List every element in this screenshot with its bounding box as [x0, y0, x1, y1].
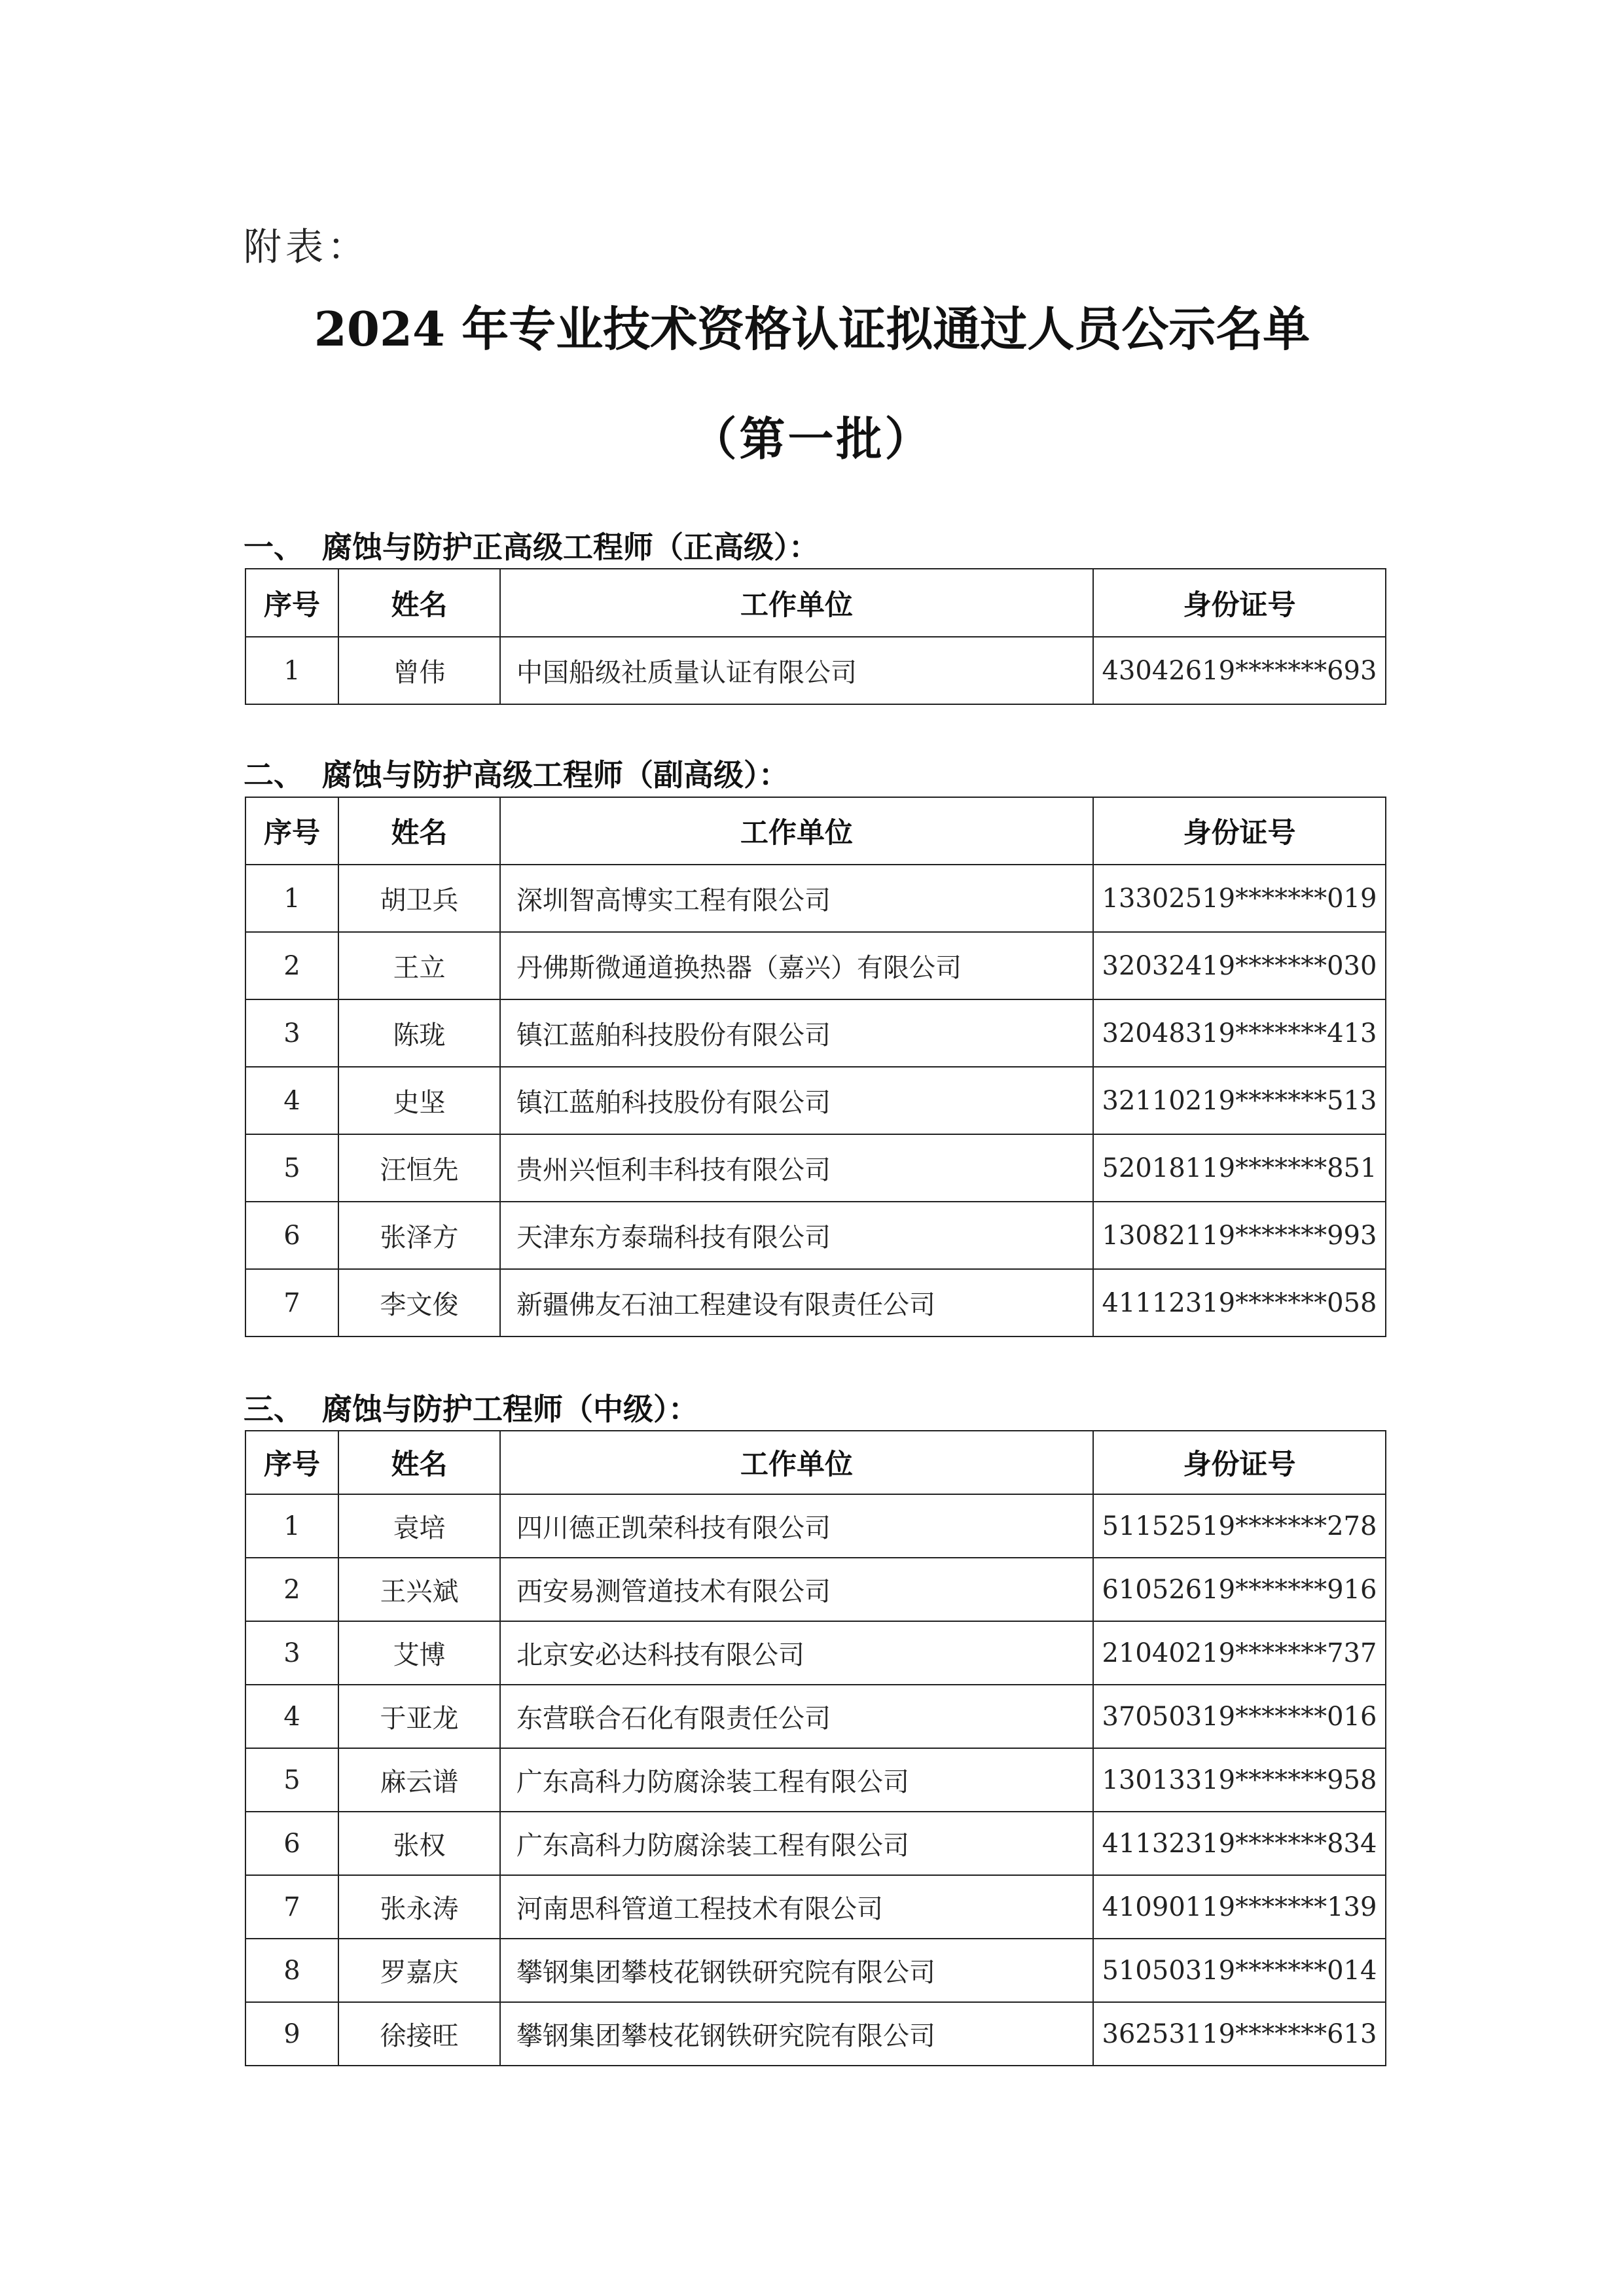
- cell-org: 镇江蓝舶科技股份有限公司: [500, 999, 1093, 1067]
- document-subtitle: （第一批）: [691, 412, 933, 466]
- cell-org: 四川德正凯荣科技有限公司: [500, 1494, 1093, 1558]
- cell-name: 于亚龙: [338, 1685, 500, 1748]
- cell-id: 13013319*******958: [1093, 1748, 1386, 1812]
- cell-id: 32048319*******413: [1093, 999, 1386, 1067]
- table-row: [245, 637, 1386, 704]
- table-row: [245, 1812, 1386, 1875]
- cell-name: 陈珑: [338, 999, 500, 1067]
- roster-table-3: [245, 1430, 1386, 2066]
- header-id: 身份证号: [1093, 1431, 1386, 1494]
- cell-id: 43042619*******693: [1093, 637, 1386, 704]
- section-number: 三、: [244, 1391, 304, 1427]
- cell-org: 东营联合石化有限责任公司: [500, 1685, 1093, 1748]
- cell-name: 张永涛: [338, 1875, 500, 1939]
- cell-id: 51152519*******278: [1093, 1494, 1386, 1558]
- table-row: [245, 1202, 1386, 1269]
- cell-org: 河南思科管道工程技术有限公司: [500, 1875, 1093, 1939]
- cell-name: 徐接旺: [338, 2002, 500, 2066]
- cell-no: 2: [245, 1558, 338, 1621]
- table-row: [245, 1939, 1386, 2002]
- table-row: [245, 1748, 1386, 1812]
- cell-no: 1: [245, 865, 338, 932]
- cell-name: 胡卫兵: [338, 865, 500, 932]
- table-row: [245, 1494, 1386, 1558]
- table-row: [245, 1067, 1386, 1134]
- table-row: [245, 1685, 1386, 1748]
- header-id: 身份证号: [1093, 797, 1386, 865]
- cell-no: 5: [245, 1748, 338, 1812]
- section-heading-1: [244, 524, 819, 567]
- cell-org: 深圳智高博实工程有限公司: [500, 865, 1093, 932]
- cell-org: 镇江蓝舶科技股份有限公司: [500, 1067, 1093, 1134]
- cell-org: 西安易测管道技术有限公司: [500, 1558, 1093, 1621]
- cell-id: 41090119*******139: [1093, 1875, 1386, 1939]
- cell-name: 李文俊: [338, 1269, 500, 1336]
- cell-org: 北京安必达科技有限公司: [500, 1621, 1093, 1685]
- annex-label: 附表：: [244, 224, 370, 269]
- cell-name: 史坚: [338, 1067, 500, 1134]
- cell-id: 41132319*******834: [1093, 1812, 1386, 1875]
- table-row: [245, 2002, 1386, 2066]
- cell-no: 3: [245, 999, 338, 1067]
- cell-org: 中国船级社质量认证有限公司: [500, 637, 1093, 704]
- cell-no: 5: [245, 1134, 338, 1202]
- section-number: 二、: [244, 757, 304, 793]
- cell-name: 袁培: [338, 1494, 500, 1558]
- table-header-row: [245, 797, 1386, 865]
- cell-org: 新疆佛友石油工程建设有限责任公司: [500, 1269, 1093, 1336]
- cell-no: 3: [245, 1621, 338, 1685]
- header-no: 序号: [245, 1431, 338, 1494]
- table-row: [245, 999, 1386, 1067]
- header-org: 工作单位: [500, 797, 1093, 865]
- cell-no: 4: [245, 1067, 338, 1134]
- section-title: 腐蚀与防护工程师（中级）：: [322, 1391, 698, 1427]
- header-name: 姓名: [338, 797, 500, 865]
- cell-id: 37050319*******016: [1093, 1685, 1386, 1748]
- section-title: 腐蚀与防护高级工程师（副高级）：: [322, 757, 789, 793]
- cell-name: 张泽方: [338, 1202, 500, 1269]
- cell-no: 1: [245, 637, 338, 704]
- cell-name: 麻云谱: [338, 1748, 500, 1812]
- table-row: [245, 865, 1386, 932]
- header-org: 工作单位: [500, 1431, 1093, 1494]
- cell-org: 广东高科力防腐涂装工程有限公司: [500, 1748, 1093, 1812]
- document-title: 2024 年专业技术资格认证拟通过人员公示名单: [314, 301, 1310, 357]
- cell-org: 攀钢集团攀枝花钢铁研究院有限公司: [500, 2002, 1093, 2066]
- cell-id: 61052619*******916: [1093, 1558, 1386, 1621]
- cell-org: 贵州兴恒利丰科技有限公司: [500, 1134, 1093, 1202]
- header-name: 姓名: [338, 1431, 500, 1494]
- cell-id: 36253119*******613: [1093, 2002, 1386, 2066]
- cell-no: 9: [245, 2002, 338, 2066]
- cell-name: 曾伟: [338, 637, 500, 704]
- cell-name: 张权: [338, 1812, 500, 1875]
- cell-no: 4: [245, 1685, 338, 1748]
- cell-name: 王立: [338, 932, 500, 999]
- cell-name: 汪恒先: [338, 1134, 500, 1202]
- header-no: 序号: [245, 797, 338, 865]
- cell-id: 13302519*******019: [1093, 865, 1386, 932]
- cell-id: 21040219*******737: [1093, 1621, 1386, 1685]
- section-heading-3: [244, 1386, 698, 1429]
- roster-table-1: [245, 568, 1386, 705]
- cell-name: 艾博: [338, 1621, 500, 1685]
- table-header-row: [245, 1431, 1386, 1494]
- cell-no: 2: [245, 932, 338, 999]
- roster-table-2: [245, 797, 1386, 1337]
- cell-no: 8: [245, 1939, 338, 2002]
- section-title: 腐蚀与防护正高级工程师（正高级）：: [322, 529, 819, 565]
- header-org: 工作单位: [500, 569, 1093, 637]
- cell-id: 51050319*******014: [1093, 1939, 1386, 2002]
- cell-no: 7: [245, 1875, 338, 1939]
- cell-no: 6: [245, 1812, 338, 1875]
- cell-org: 广东高科力防腐涂装工程有限公司: [500, 1812, 1093, 1875]
- table-row: [245, 932, 1386, 999]
- cell-name: 罗嘉庆: [338, 1939, 500, 2002]
- cell-no: 1: [245, 1494, 338, 1558]
- table-row: [245, 1269, 1386, 1336]
- cell-id: 41112319*******058: [1093, 1269, 1386, 1336]
- cell-id: 52018119*******851: [1093, 1134, 1386, 1202]
- cell-no: 6: [245, 1202, 338, 1269]
- header-name: 姓名: [338, 569, 500, 637]
- table-row: [245, 1875, 1386, 1939]
- cell-no: 7: [245, 1269, 338, 1336]
- cell-id: 32110219*******513: [1093, 1067, 1386, 1134]
- cell-org: 攀钢集团攀枝花钢铁研究院有限公司: [500, 1939, 1093, 2002]
- section-heading-2: [244, 751, 789, 795]
- cell-id: 13082119*******993: [1093, 1202, 1386, 1269]
- table-header-row: [245, 569, 1386, 637]
- cell-name: 王兴斌: [338, 1558, 500, 1621]
- header-id: 身份证号: [1093, 569, 1386, 637]
- table-row: [245, 1558, 1386, 1621]
- cell-org: 天津东方泰瑞科技有限公司: [500, 1202, 1093, 1269]
- cell-org: 丹佛斯微通道换热器（嘉兴）有限公司: [500, 932, 1093, 999]
- header-no: 序号: [245, 569, 338, 637]
- table-row: [245, 1134, 1386, 1202]
- cell-id: 32032419*******030: [1093, 932, 1386, 999]
- section-number: 一、: [244, 529, 304, 565]
- table-row: [245, 1621, 1386, 1685]
